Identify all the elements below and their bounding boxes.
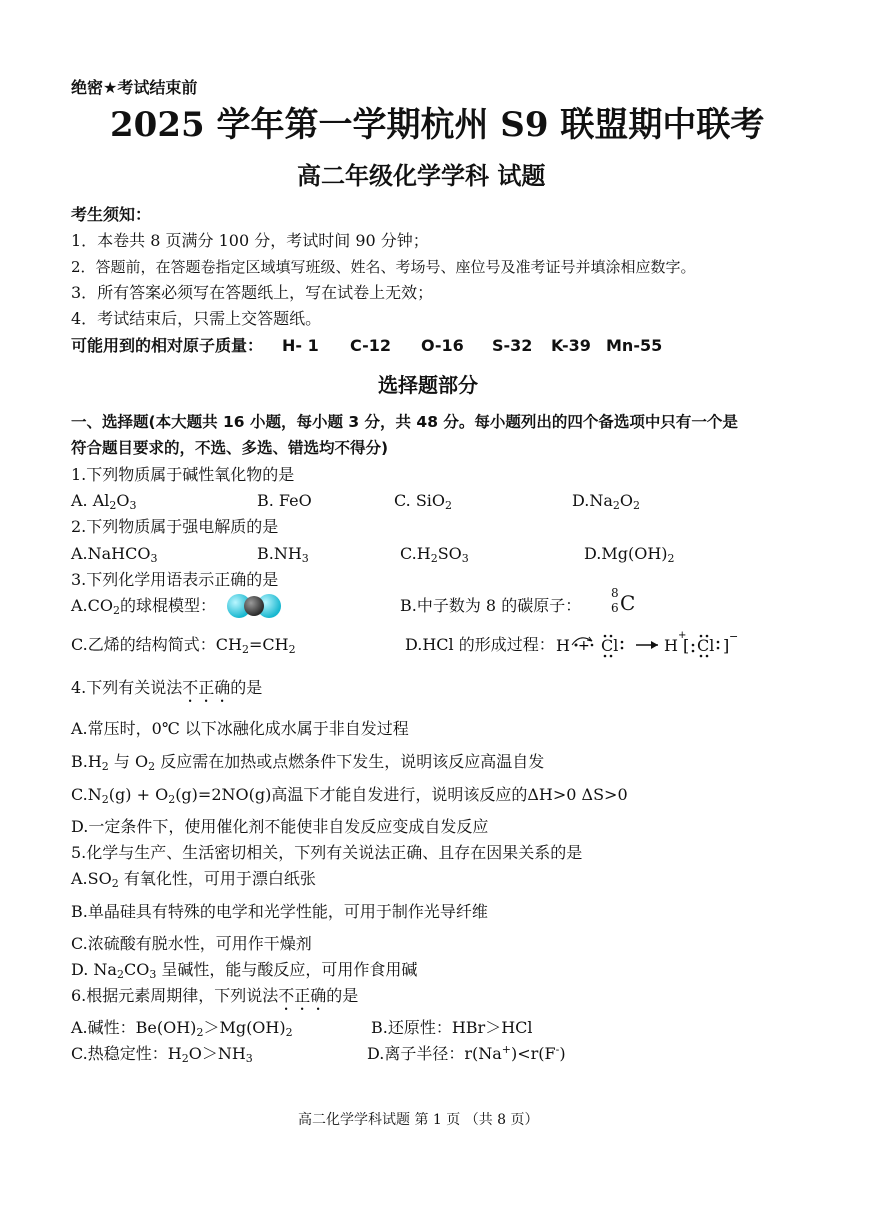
question-stem: 4.下列有关说法不正确的是 [71,678,263,697]
option-b: B.单晶硅具有特殊的电学和光学性能，可用于制作光导纤维 [71,902,488,921]
co2-ball-stick-model [224,591,284,621]
svg-text:−: − [729,630,738,643]
carbon-mass-number: 8 [611,586,619,600]
hcl-h-atom: H [556,636,570,655]
atomic-mass-label: 可能用到的相对原子质量： [71,336,264,355]
option-a: A.常压时，0℃ 以下冰融化成水属于非自发过程 [71,719,409,738]
option-a: A.碱性：$Be(OH)_2>Mg(OH)_2$ [71,1018,293,1039]
atomic-mass: O-16 [421,336,464,355]
option-a: $A.SO_2$ 有氧化性，可用于漂白纸张 [71,869,316,890]
option-b: B.中子数为 8 的碳原子： [400,596,582,615]
option-d: D.离子半径：r(Na+)<r(F-) [367,1043,566,1063]
header-secret: 绝密★考试结束前 [71,78,198,97]
atomic-mass: H- 1 [282,336,319,355]
option-c: C.乙烯的结构简式：$CH_2=CH_2$ [71,635,296,656]
atomic-mass: S-32 [492,336,533,355]
option-c: C.浓硫酸有脱水性，可用作干燥剂 [71,934,312,953]
hcl-product-cl: Cl [697,636,715,655]
option-d: D.HCl 的形成过程： [405,635,555,654]
option-a: A.NaHCO$_3$ [71,544,158,565]
atomic-mass: C-12 [350,336,392,355]
carbon-atom [244,596,264,616]
option-b: B. FeO [257,491,312,510]
notice-heading: 考生须知： [71,205,152,224]
atomic-mass: Mn-55 [606,336,663,355]
exam-subtitle: 高二年级化学学科 试题 [297,162,546,190]
notice-item: 2．答题前，在答题卷指定区域填写班级、姓名、考场号、座位号及准考证号并填涂相应数字。 [71,258,696,276]
section-instruction: 一、选择题(本大题共 16 小题，每小题 3 分，共 48 分。每小题列出的四个备选项中只有一个是 [71,413,738,431]
option-d: $D.Na_2O_2$ [572,491,641,512]
section-title: 选择题部分 [378,373,478,397]
question-stem: 6.根据元素周期律，下列说法不正确的是 [71,986,359,1005]
option-b: $B.H_2$ 与 $O_2$ 反应需在加热或点燃条件下发生，说明该反应高温自发 [71,752,545,773]
svg-text:[: [ [683,636,690,655]
option-d: D.一定条件下，使用催化剂不能使非自发反应变成自发反应 [71,817,489,836]
notice-item: 4．考试结束后，只需上交答题纸。 [71,309,322,328]
option-c: C. SiO$_2$ [394,491,453,512]
atomic-mass: K-39 [551,336,591,355]
option-a: A. $Al_2O_3$ [71,491,137,512]
option-c: $C.N_2(g) + O_2(g)=2NO(g)$高温下才能自发进行，说明该反应的ΔH>0 ΔS>0 [71,785,628,806]
question-stem: 3.下列化学用语表示正确的是 [71,570,279,589]
option-c: C.热稳定性：$H_2O>NH_3$ [71,1044,253,1065]
option-d: $D.Mg(OH)_2$ [584,544,675,565]
notice-item: 3．所有答案必须写在答题纸上，写在试卷上无效； [71,283,434,302]
notice-item: 1．本卷共 8 页满分 100 分，考试时间 90 分钟； [71,231,429,250]
option-c: $C.H_2SO_3$ [400,544,469,565]
carbon-symbol: C [620,591,636,615]
option-b: B.还原性：HBr＞HCl [371,1018,533,1037]
carbon-atomic-number: 6 [611,601,619,615]
hcl-cl-atom: Cl [601,636,619,655]
question-stem: 5.化学与生产、生活密切相关，下列有关说法正确、且存在因果关系的是 [71,843,583,862]
page-footer: 高二化学学科试题 第 1 页 （共 8 页） [298,1112,539,1128]
option-a: $A.CO_2$的球棍模型： [71,596,217,617]
exam-title: 2025 学年第一学期杭州 S9 联盟期中联考 [110,105,765,145]
hcl-product-h: H [664,636,678,655]
svg-text:+: + [678,630,687,641]
section-instruction: 符合题目要求的，不选、多选、错选均不得分) [71,439,389,457]
option-b: $B.NH_3$ [257,544,309,565]
question-stem: 1.下列物质属于碱性氧化物的是 [71,465,295,484]
svg-text:+: + [578,638,590,654]
svg-text:]: ] [723,636,730,655]
question-stem: 2.下列物质属于强电解质的是 [71,517,279,536]
option-d: D. $Na_2CO_3$ 呈碱性，能与酸反应，可用作食用碱 [71,960,418,981]
